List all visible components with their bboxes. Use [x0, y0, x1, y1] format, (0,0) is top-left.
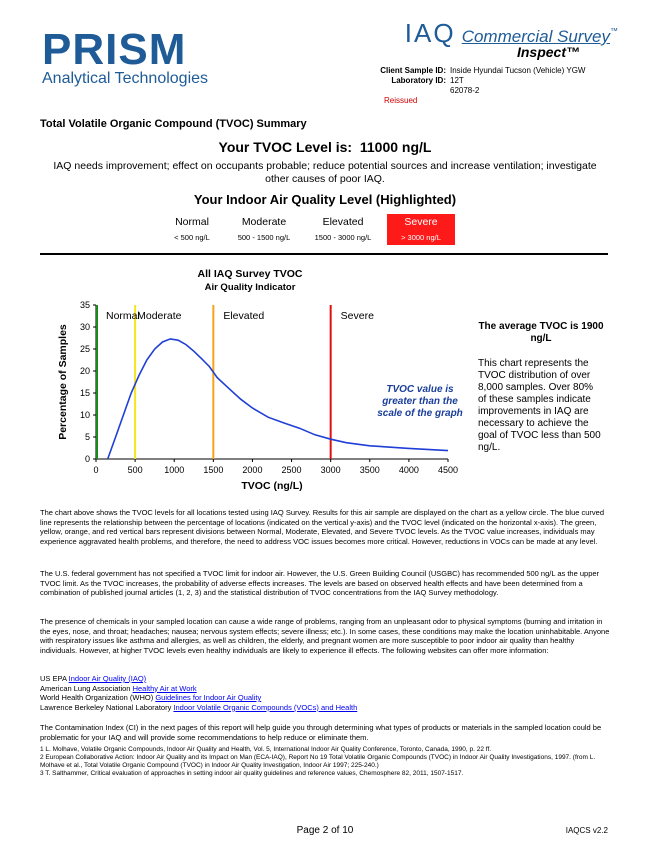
link-row: Lawrence Berkeley National Laboratory Indoor Volatile Organic Compounds (VOCs) and Health [40, 702, 358, 712]
version-label: IAQCS v2.2 [565, 826, 608, 835]
paragraph-4: The Contamination Index (CI) in the next pages of this report will help guide you through determining what types of products or materials in the sampled location could be problematic for your IAQ and will provide some recommendations to help reduce or eliminate them. [40, 723, 602, 742]
paragraph-3: The presence of chemicals in your sampled location can cause a wide range of problems, ranging from an unpleasant odor to physical symptoms (burning and irritation in the eyes, nose, and throat; headaches; nausea; nervous system effects; severe illness; etc.). In some cases, these conditions may make the location uninhabitable. Anyone with respiratory issues like asthma and allergies, as well as children, the elderly, and pregnant women are more susceptible to poor indoor air quality than healthy individuals. However, at higher TVOC levels even healthy individuals are likely to experience ill effects. The following websites can offer more information: [40, 617, 610, 655]
x-tick-label: 500 [127, 465, 143, 475]
need-text: IAQ needs improvement; effect on occupants probable; reduce potential sources and increase ventilation; investigate other causes of poor IAQ. [53, 160, 597, 185]
link-lung-association[interactable]: Healthy Air at Work [132, 683, 197, 693]
y-tick-label: 10 [79, 410, 90, 420]
client-label: Client Sample ID: [380, 66, 446, 75]
chart-subtitle: Air Quality Indicator [204, 282, 296, 293]
link-epa[interactable]: Indoor Air Quality (IAQ) [68, 674, 147, 683]
reference-1: 1 L. Molhave, Volatile Organic Compounds, Indoor Air Quality and Health, Vol. 5, International Indoor Air Quality Conference, Toronto, Canada, 1990, p. 22 ff. [40, 746, 492, 753]
section-title: Total Volatile Organic Compound (TVOC) Summary [40, 118, 307, 130]
region-label-elevated: Elevated [223, 310, 265, 322]
tvoc-level-value: 11000 ng/L [359, 139, 432, 155]
category-range: 500 - 1500 ng/L [237, 233, 291, 242]
link-row: American Lung Association Healthy Air at Work [40, 683, 197, 693]
region-label-severe: Severe [340, 310, 374, 322]
x-tick-label: 3000 [320, 465, 341, 475]
y-tick-label: 15 [79, 388, 90, 398]
category-name: Moderate [241, 216, 287, 228]
divider-rule [40, 253, 608, 255]
product-title [405, 18, 618, 49]
region-label-moderate: Moderate [137, 310, 182, 322]
paragraph-2: The U.S. federal government has not specified a TVOC limit for indoor air. However, the U.S. Green Building Council (USGBC) has recommended 500 ng/L as the upper TVOC limit. As the TVOC increases, the probability of adverse effects increases. The levels are based on observed health effects and have been determined from a combination of published journal articles (1, 2, 3) and the statistical distribution of TVOC concentrations from the IAQ Survey methodology. [40, 569, 600, 597]
link-row: World Health Organization (WHO) Guidelines for Indoor Air Quality [40, 693, 262, 702]
category-elevated [303, 214, 383, 245]
link-who[interactable]: Guidelines for Indoor Air Quality [155, 693, 262, 702]
tvoc-level-label: Your TVOC Level is: [218, 139, 353, 155]
y-tick-label: 25 [79, 344, 90, 354]
tvoc-chart [0, 296, 480, 496]
paragraph-1: The chart above shows the TVOC levels for all locations tested using IAQ Survey. Results for this air sample are displayed on the chart as a yellow circle. The blue curved line represents the relationship between the percentage of locations (indicated on the vertical y-axis) and the TVOC level (indicated on the horizontal x-axis). The green, yellow, orange, and red vertical bars represent divisions between Normal, Moderate, Elevated, and Severe TVOC levels. As the TVOC value increases, individuals may experience aggravated health problems, and therefore, the need to address VOC issues becomes more critical. However, reductions in VOCs can be made at any level. [40, 508, 605, 546]
product-tm: ™ [610, 26, 618, 36]
lab-value-2: 62078-2 [450, 86, 480, 95]
x-axis-title: TVOC (ng/L) [241, 480, 303, 492]
info-links [40, 674, 357, 712]
y-tick-label: 20 [79, 366, 90, 376]
y-tick-label: 5 [84, 432, 90, 442]
link-row: US EPA Indoor Air Quality (IAQ) [40, 674, 147, 683]
annotation-line: TVOC value is [386, 384, 454, 395]
y-tick-label: 35 [79, 300, 90, 310]
lab-value-1: 12T [450, 76, 464, 85]
lab-label: Laboratory ID: [391, 76, 446, 85]
reference-3: 3 T. Salthammer, Critical evaluation of approaches in setting indoor air quality guidelines and reference values, Chemosphere 82, 2011, 1507-1517. [40, 770, 464, 777]
chart-title: All IAQ Survey TVOC [197, 268, 303, 280]
x-tick-label: 1000 [164, 465, 185, 475]
link-lbnl[interactable]: Indoor Volatile Organic Compounds (VOCs) and Health [173, 702, 358, 712]
annotation-line: greater than the [382, 396, 458, 407]
category-range: < 500 ng/L [174, 233, 210, 242]
region-label-normal: Normal [106, 310, 140, 322]
x-tick-label: 1500 [203, 465, 224, 475]
page-number: Page 2 of 10 [296, 825, 354, 836]
x-tick-label: 2500 [281, 465, 302, 475]
tvoc-level [0, 139, 650, 155]
logo-name: PRISM [42, 25, 187, 74]
aq-level-title: Your Indoor Air Quality Level (Highlighted) [193, 192, 457, 207]
logo-subtitle: Analytical Technologies [42, 70, 209, 87]
category-severe-highlighted [387, 214, 455, 245]
x-tick-label: 0 [93, 465, 99, 475]
average-tvoc: The average TVOC is 1900 ng/L [478, 321, 604, 344]
sample-info [372, 66, 585, 96]
category-name: Normal [175, 216, 209, 228]
reference-2: 2 European Collaborative Action: Indoor Air Quality and its Impact on Man (ECA-IAQ), Report No 19 Total Volatile Organic Compounds (TVOC) in Indoor Air Quality Investigations, 1997. (from L. Molhave et al., Total Volatile Organic Compound (TVOC) in Indoor Air Quality Investigation, Indoor Air 1997; 225-240.) [40, 754, 596, 769]
chart-description: This chart represents the TVOC distribution of over 8,000 samples. Over 80% of these samples indicate improvements in IAQ are necessary to achieve the goal of TVOC less than 500 ng/L. [478, 358, 601, 453]
y-tick-label: 30 [79, 322, 90, 332]
x-tick-label: 4500 [437, 465, 459, 475]
x-tick-label: 3500 [359, 465, 380, 475]
category-normal [152, 214, 232, 245]
client-value: Inside Hyundai Tucson (Vehicle) YGW [450, 66, 586, 75]
category-name: Severe [404, 216, 438, 228]
product-commercial-survey: Commercial Survey [461, 27, 610, 46]
x-tick-label: 2000 [242, 465, 263, 475]
references [40, 746, 610, 778]
product-iaq: IAQ [404, 18, 456, 48]
reissued-label: Reissued [384, 96, 418, 105]
category-range: > 3000 ng/L [401, 233, 441, 242]
category-range: 1500 - 3000 ng/L [314, 233, 372, 242]
category-name: Elevated [322, 216, 364, 228]
y-axis-title: Percentage of Samples [57, 324, 69, 440]
x-tick-label: 4000 [398, 465, 419, 475]
category-moderate [224, 214, 304, 245]
inspect-label: Inspect™ [516, 44, 580, 60]
y-tick-label: 0 [84, 454, 90, 464]
annotation-line: scale of the graph [377, 408, 463, 419]
